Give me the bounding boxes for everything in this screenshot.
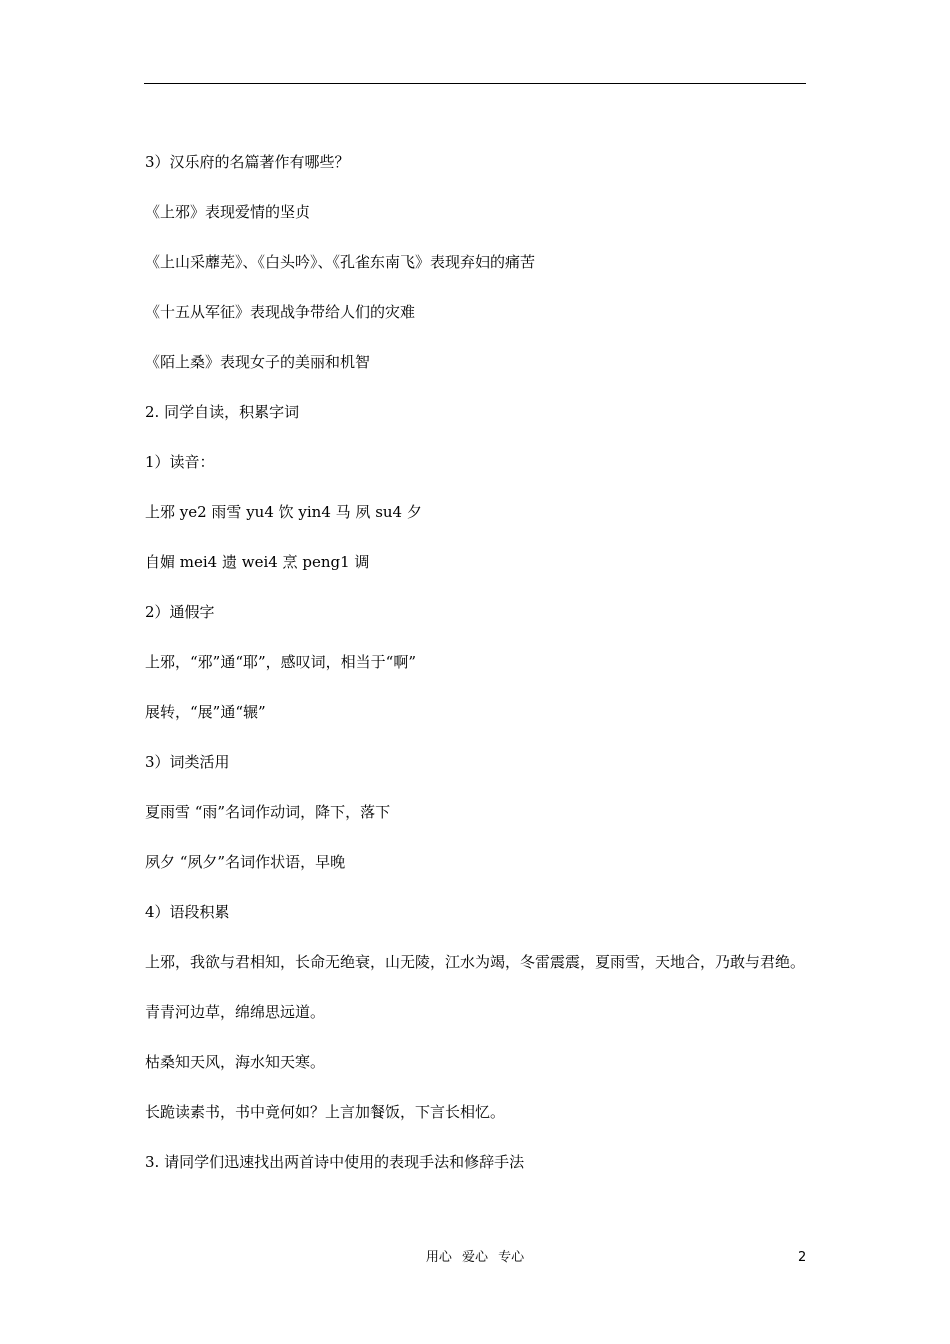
- page-number: 2: [798, 1250, 807, 1265]
- work-shang-ye: 《上邪》表现爱情的坚贞: [145, 203, 311, 221]
- work-abandoned-wife: 《上山采蘼芜》、《白头吟》、《孔雀东南飞》表现弃妇的痛苦: [145, 253, 536, 271]
- document-body: [145, 150, 810, 1200]
- subheading-interchangeable-characters: 2）通假字: [145, 603, 215, 621]
- subheading-word-class-shift: 3）词类活用: [145, 753, 230, 771]
- interchangeable-item-2: 展转，“展”通“辗”: [145, 703, 266, 721]
- word-class-item-2: 夙夕 “夙夕”名词作状语，早晚: [145, 853, 346, 871]
- passage-line-1: 青青河边草，绵绵思远道。: [145, 1003, 326, 1021]
- work-mo-shang-sang: 《陌上桑》表现女子的美丽和机智: [145, 353, 371, 371]
- footer-motto: 用心 爱心 专心: [425, 1250, 525, 1265]
- section-heading-techniques: 3. 请同学们迅速找出两首诗中使用的表现手法和修辞手法: [145, 1153, 525, 1171]
- page-footer: [0, 1248, 950, 1268]
- header-rule: [144, 83, 806, 84]
- word-class-item-1: 夏雨雪 “雨”名词作动词，降下，落下: [145, 803, 391, 821]
- question-famous-works: 3）汉乐府的名篇著作有哪些？: [145, 153, 350, 171]
- subheading-passage-accumulation: 4）语段积累: [145, 903, 230, 921]
- passage-line-3: 长跪读素书，书中竟何如？上言加餐饭，下言长相忆。: [145, 1103, 506, 1121]
- subheading-pronunciation: 1）读音：: [145, 453, 215, 471]
- section-heading-vocabulary: 2. 同学自读，积累字词: [145, 403, 300, 421]
- work-shiwu-congjun: 《十五从军征》表现战争带给人们的灾难: [145, 303, 416, 321]
- interchangeable-item-1: 上邪，“邪”通“耶”，感叹词，相当于“啊”: [145, 653, 417, 671]
- passage-line-2: 枯桑知天风，海水知天寒。: [145, 1053, 326, 1071]
- pronunciation-line-1: 上邪 ye2 雨雪 yu4 饮 yin4 马 夙 su4 夕: [145, 503, 422, 521]
- pronunciation-line-2: 自媚 mei4 遗 wei4 烹 peng1 调: [145, 553, 370, 571]
- passage-shang-ye: 上邪，我欲与君相知，长命无绝衰，山无陵，江水为竭，冬雷震震，夏雨雪，天地合，乃敢与君绝。: [145, 953, 806, 971]
